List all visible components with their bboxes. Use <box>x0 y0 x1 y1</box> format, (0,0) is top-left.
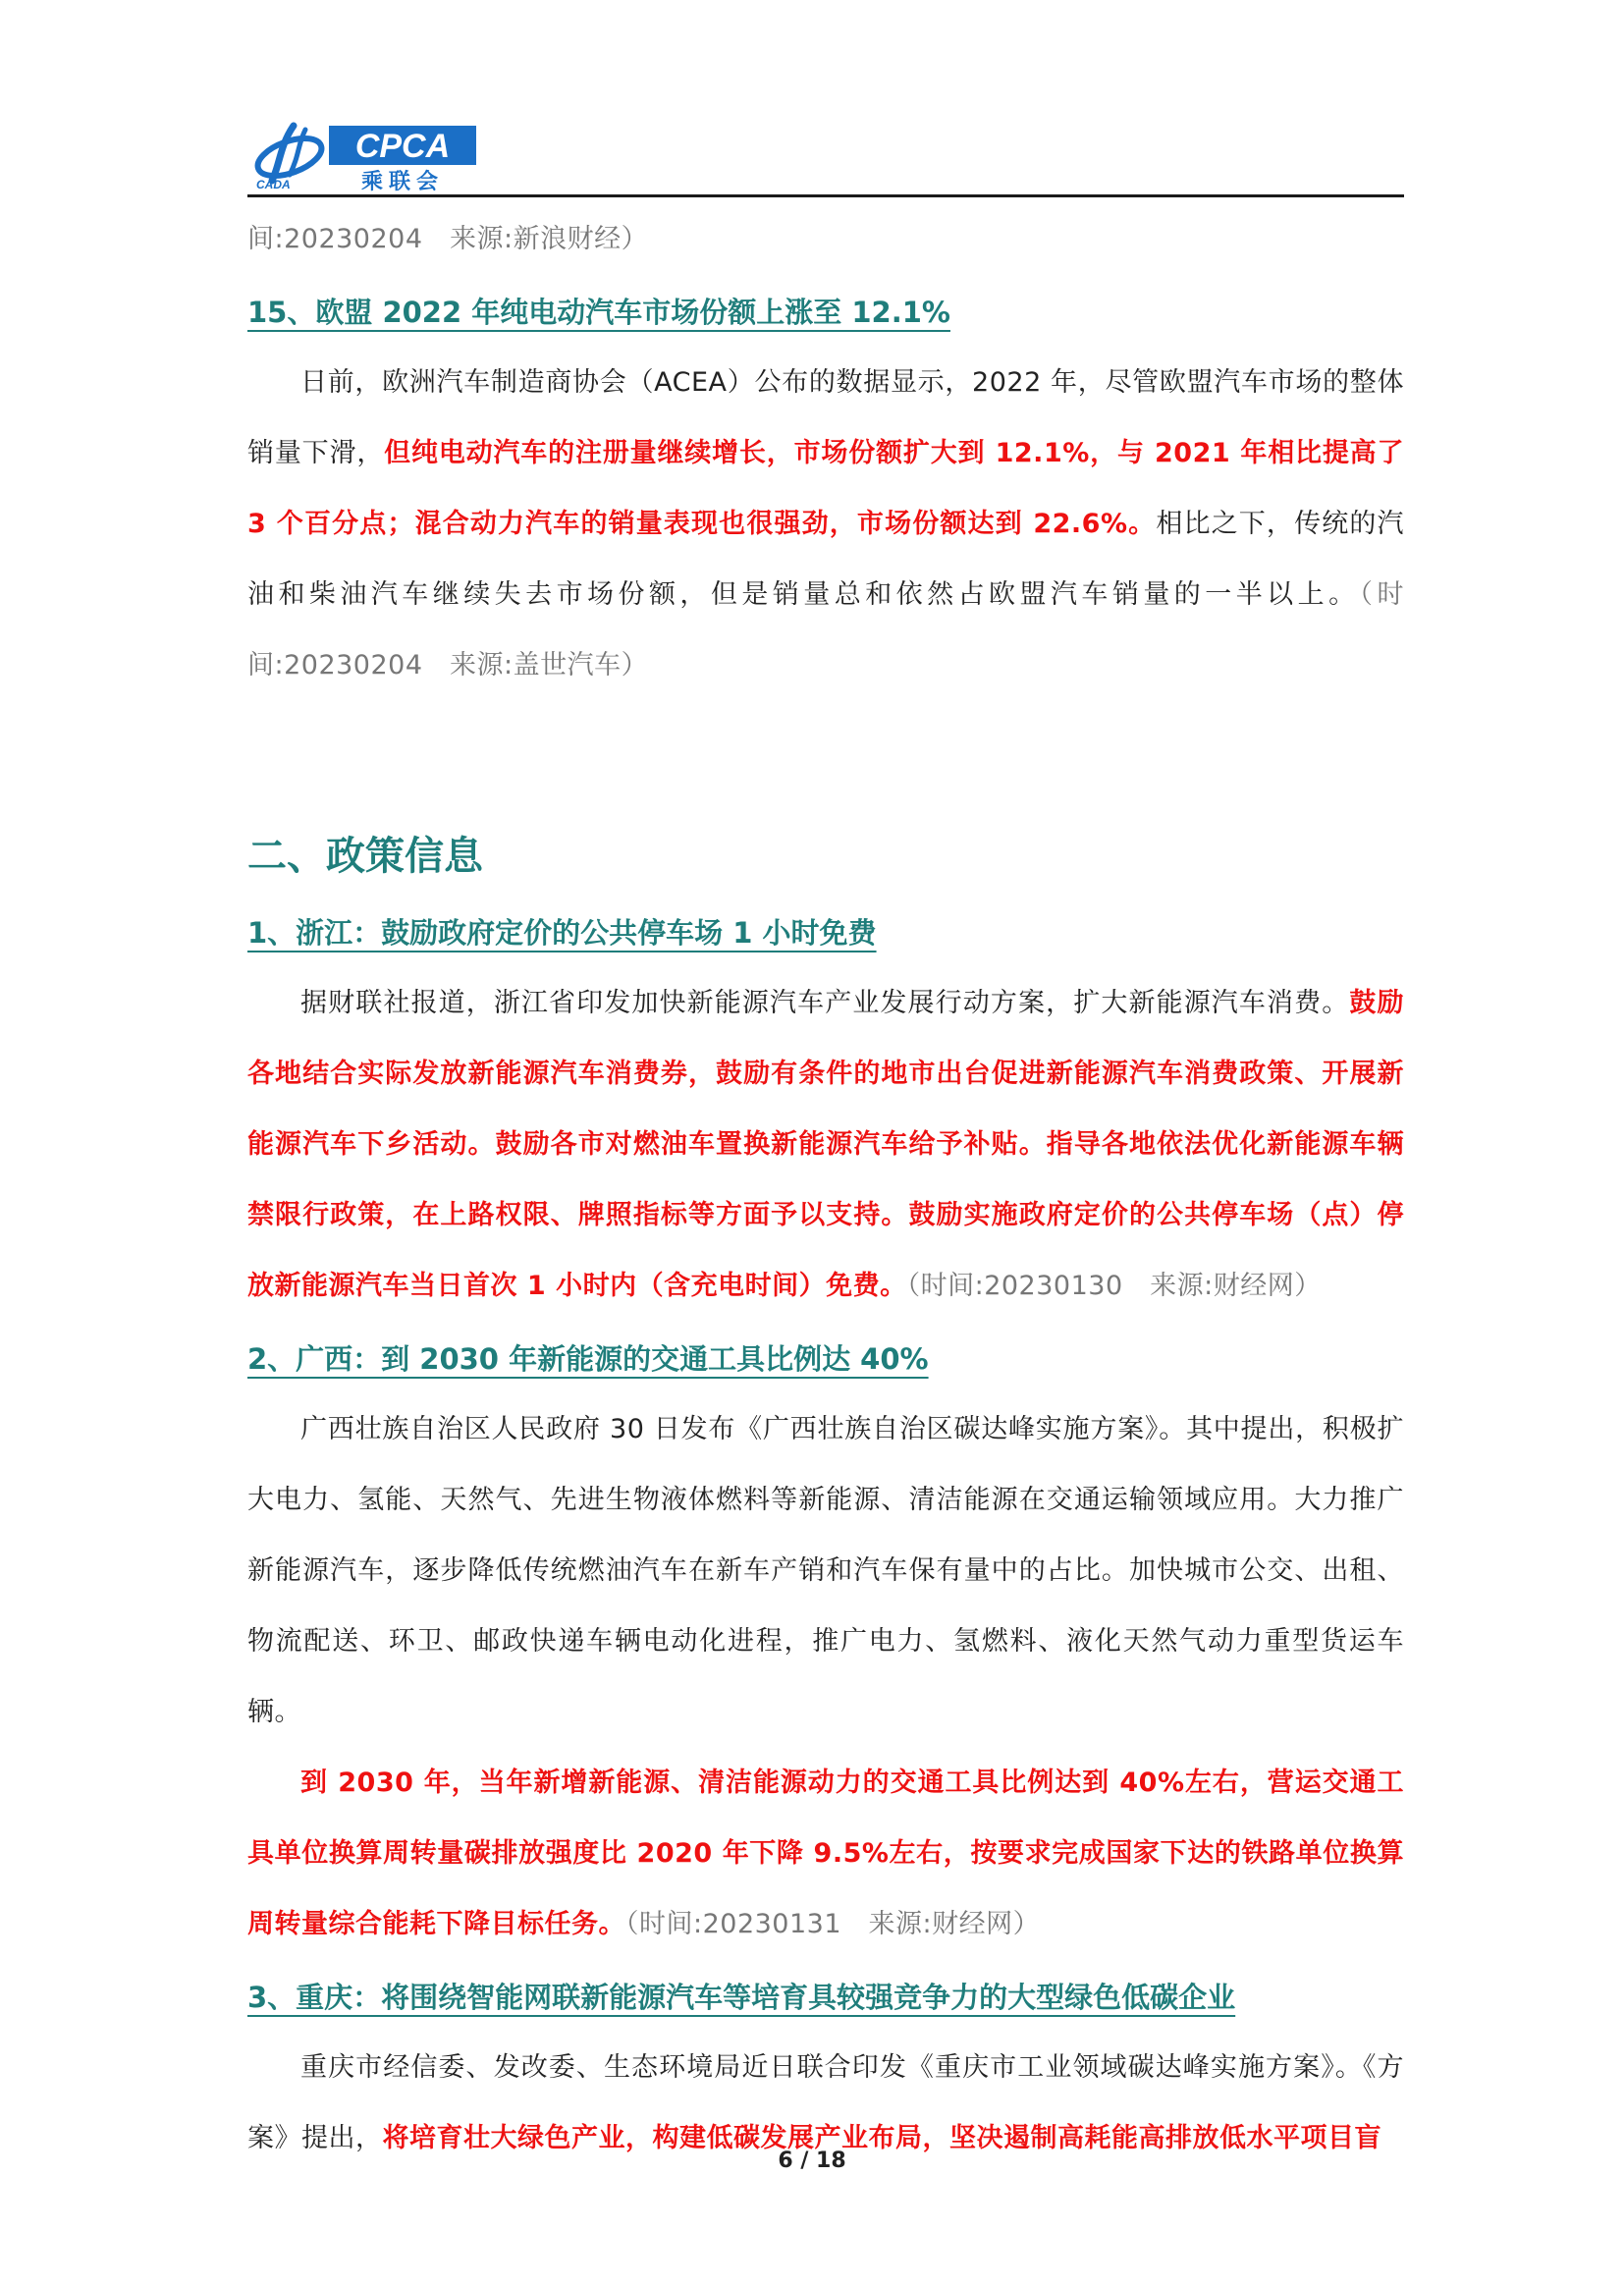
news-paragraph-15: 日前，欧洲汽车制造商协会（ACEA）公布的数据显示，2022 年，尽管欧盟汽车市场的整体销量下滑，但纯电动汽车的注册量继续增长，市场份额扩大到 12.1%，与 2021 年相比提高了 3 个百分点；混合动力汽车的销量表现也很强劲，市场份额达到 22.6%。相比之下，传统的汽油和柴油汽车继续失去市场份额，但是销量总和依然占欧盟汽车销量的一半以上。（时间:20230204 来源:盖世汽车） <box>247 367 1405 680</box>
policy-paragraph-2b <box>247 1748 1404 1960</box>
highlight-text: 鼓励各地结合实际发放新能源汽车消费券，鼓励有条件的地市出台促进新能源汽车消费政策、开展新能源汽车下乡活动。鼓励各市对燃油车置换新能源汽车给予补贴。指导各地依法优化新能源车辆禁限行政策，在上路权限、牌照指标等方面予以支持。鼓励实施政府定价的公共停车场（点）停放新能源汽车当日首次 1 小时内（含充电时间）免费。 <box>247 988 1405 1301</box>
policy-heading-1: 1、浙江：鼓励政府定价的公共停车场 1 小时免费 <box>247 916 877 950</box>
highlight-text: 将培育壮大绿色产业，构建低碳发展产业布局，坚决遏制高耗能高排放低水平项目盲 <box>382 2123 1381 2153</box>
continued-source-line <box>247 204 1404 275</box>
svg-text:CPCA: CPCA <box>354 128 451 165</box>
policy-paragraph-3: 重庆市经信委、发改委、生态环境局近日联合印发《重庆市工业领域碳达峰实施方案》。《方案》提出，将培育壮大绿色产业，构建低碳发展产业布局，坚决遏制高耗能高排放低水平项目盲 <box>247 2052 1404 2153</box>
source-meta: （时间:20230130 来源:财经网） <box>906 1271 1322 1301</box>
svg-text:乘联会: 乘联会 <box>360 170 445 192</box>
section-heading-policy: 二、政策信息 <box>247 834 483 879</box>
cpca-logo-graphic <box>250 116 486 192</box>
news-heading-15: 15、欧盟 2022 年纯电动汽车市场份额上涨至 12.1% <box>247 296 950 329</box>
highlight-text: 但纯电动汽车的注册量继续增长，市场份额扩大到 12.1%，与 2021 年相比提高了 3 个百分点；混合动力汽车的销量表现也很强劲，市场份额达到 22.6%。 <box>247 438 1405 539</box>
highlight-text: 到 2030 年，当年新增新能源、清洁能源动力的交通工具比例达到 40%左右，营运交通工具单位换算周转量碳排放强度比 2020 年下降 9.5%左右，按要求完成国家下达的铁路单位换算周转量综合能耗下降目标任务。 <box>247 1768 1404 1939</box>
cpca-logo <box>250 116 486 192</box>
source-meta: 间:20230204 来源:新浪财经） <box>247 224 649 254</box>
page-number: 6 / 18 <box>778 2149 846 2173</box>
section-spacer <box>247 701 1404 817</box>
policy-heading-3: 3、重庆：将围绕智能网联新能源汽车等培育具较强竞争力的大型绿色低碳企业 <box>247 1981 1236 2014</box>
source-meta: （时间:20230131 来源:财经网） <box>625 1909 1041 1939</box>
policy-paragraph-2a: 广西壮族自治区人民政府 30 日发布《广西壮族自治区碳达峰实施方案》。其中提出，积极扩大电力、氢能、天然气、先进生物液体燃料等新能源、清洁能源在交通运输领域应用。大力推广新能源汽车，逐步降低传统燃油汽车在新车产销和汽车保有量中的占比。加快城市公交、出租、物流配送、环卫、邮政快递车辆电动化进程，推广电力、氢燃料、液化天然气动力重型货运车辆。 <box>247 1414 1404 1727</box>
source-meta: （时间:20230204 来源:盖世汽车） <box>247 579 1405 680</box>
policy-heading-2: 2、广西：到 2030 年新能源的交通工具比例达 40% <box>247 1342 929 1376</box>
policy-paragraph-1: 据财联社报道，浙江省印发加快新能源汽车产业发展行动方案，扩大新能源汽车消费。鼓励各地结合实际发放新能源汽车消费券，鼓励有条件的地市出台促进新能源汽车消费政策、开展新能源汽车下乡活动。鼓励各市对燃油车置换新能源汽车给予补贴。指导各地依法优化新能源车辆禁限行政策，在上路权限、牌照指标等方面予以支持。鼓励实施政府定价的公共停车场（点）停放新能源汽车当日首次 1 小时内（含充电时间）免费。（时间:20230130 来源:财经网） <box>247 988 1405 1301</box>
svg-text:CADA: CADA <box>256 178 291 191</box>
header-divider <box>247 194 1404 197</box>
page-content <box>247 204 1404 2174</box>
